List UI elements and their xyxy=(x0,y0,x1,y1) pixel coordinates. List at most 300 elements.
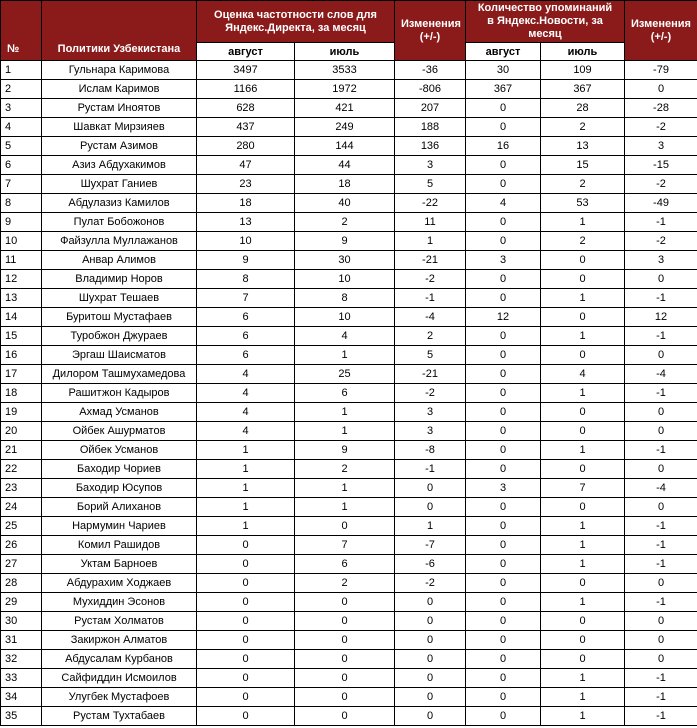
table-row xyxy=(1,555,697,574)
news-change: -1 xyxy=(625,536,697,555)
direct-change: 5 xyxy=(395,175,466,194)
row-number: 27 xyxy=(1,555,42,574)
direct-august: 0 xyxy=(197,669,295,688)
direct-july: 18 xyxy=(295,175,395,194)
table-row xyxy=(1,574,697,593)
table-row xyxy=(1,498,697,517)
direct-change: 0 xyxy=(395,650,466,669)
header-august: август xyxy=(197,43,295,61)
news-august: 0 xyxy=(466,555,541,574)
direct-august: 0 xyxy=(197,536,295,555)
direct-change: 207 xyxy=(395,99,466,118)
news-july: 1 xyxy=(541,213,625,232)
news-august: 0 xyxy=(466,289,541,308)
direct-august: 8 xyxy=(197,270,295,289)
direct-change: -2 xyxy=(395,574,466,593)
news-change: -1 xyxy=(625,555,697,574)
direct-august: 6 xyxy=(197,308,295,327)
politician-name: Баходир Юсупов xyxy=(42,479,197,498)
direct-july: 1972 xyxy=(295,80,395,99)
politician-name: Дилором Ташмухамедова xyxy=(42,365,197,384)
row-number: 6 xyxy=(1,156,42,175)
direct-august: 0 xyxy=(197,631,295,650)
news-august: 0 xyxy=(466,441,541,460)
table-row xyxy=(1,213,697,232)
news-july: 1 xyxy=(541,669,625,688)
row-number: 1 xyxy=(1,61,42,80)
politician-name: Буритош Мустафаев xyxy=(42,308,197,327)
direct-august: 628 xyxy=(197,99,295,118)
table-row xyxy=(1,384,697,403)
direct-change: 3 xyxy=(395,156,466,175)
politician-name: Улугбек Мустафоев xyxy=(42,688,197,707)
table-row xyxy=(1,441,697,460)
row-number: 20 xyxy=(1,422,42,441)
table-row xyxy=(1,612,697,631)
news-change: -4 xyxy=(625,479,697,498)
news-august: 0 xyxy=(466,517,541,536)
row-number: 19 xyxy=(1,403,42,422)
news-july: 13 xyxy=(541,137,625,156)
direct-change: -2 xyxy=(395,384,466,403)
news-july: 2 xyxy=(541,118,625,137)
news-change: 3 xyxy=(625,137,697,156)
news-july: 109 xyxy=(541,61,625,80)
politician-name: Баходир Чориев xyxy=(42,460,197,479)
table-row xyxy=(1,479,697,498)
direct-change: -2 xyxy=(395,270,466,289)
table-row xyxy=(1,80,697,99)
row-number: 17 xyxy=(1,365,42,384)
direct-change: 0 xyxy=(395,612,466,631)
news-august: 367 xyxy=(466,80,541,99)
direct-july: 10 xyxy=(295,270,395,289)
direct-july: 25 xyxy=(295,365,395,384)
direct-august: 9 xyxy=(197,251,295,270)
news-august: 0 xyxy=(466,232,541,251)
direct-change: 0 xyxy=(395,669,466,688)
direct-change: -36 xyxy=(395,61,466,80)
row-number: 25 xyxy=(1,517,42,536)
table-row xyxy=(1,156,697,175)
direct-july: 30 xyxy=(295,251,395,270)
row-number: 26 xyxy=(1,536,42,555)
news-change: -1 xyxy=(625,441,697,460)
news-august: 0 xyxy=(466,460,541,479)
politician-name: Ахмад Усманов xyxy=(42,403,197,422)
news-august: 0 xyxy=(466,346,541,365)
direct-change: -22 xyxy=(395,194,466,213)
table-row xyxy=(1,175,697,194)
table-row xyxy=(1,99,697,118)
row-number: 35 xyxy=(1,707,42,726)
direct-august: 7 xyxy=(197,289,295,308)
news-july: 0 xyxy=(541,422,625,441)
news-august: 3 xyxy=(466,479,541,498)
news-july: 1 xyxy=(541,707,625,726)
news-change: -1 xyxy=(625,289,697,308)
news-july: 0 xyxy=(541,631,625,650)
direct-august: 18 xyxy=(197,194,295,213)
row-number: 30 xyxy=(1,612,42,631)
politician-name: Азиз Абдухакимов xyxy=(42,156,197,175)
table-row xyxy=(1,251,697,270)
direct-july: 1 xyxy=(295,422,395,441)
direct-change: 11 xyxy=(395,213,466,232)
direct-july: 0 xyxy=(295,707,395,726)
news-change: 0 xyxy=(625,650,697,669)
news-august: 0 xyxy=(466,593,541,612)
direct-july: 144 xyxy=(295,137,395,156)
direct-july: 9 xyxy=(295,232,395,251)
direct-july: 2 xyxy=(295,574,395,593)
direct-change: 136 xyxy=(395,137,466,156)
news-august: 0 xyxy=(466,669,541,688)
direct-july: 1 xyxy=(295,479,395,498)
table-row xyxy=(1,460,697,479)
header-change-2: Изменения (+/-) xyxy=(625,1,697,61)
news-august: 0 xyxy=(466,498,541,517)
news-change: -1 xyxy=(625,593,697,612)
row-number: 34 xyxy=(1,688,42,707)
news-july: 7 xyxy=(541,479,625,498)
direct-july: 4 xyxy=(295,327,395,346)
direct-july: 44 xyxy=(295,156,395,175)
news-august: 0 xyxy=(466,403,541,422)
row-number: 7 xyxy=(1,175,42,194)
direct-august: 1 xyxy=(197,517,295,536)
news-july: 2 xyxy=(541,175,625,194)
header-july-2: июль xyxy=(541,43,625,61)
direct-august: 1 xyxy=(197,460,295,479)
politician-name: Уктам Барноев xyxy=(42,555,197,574)
direct-july: 249 xyxy=(295,118,395,137)
direct-august: 4 xyxy=(197,403,295,422)
table-row xyxy=(1,707,697,726)
news-august: 0 xyxy=(466,536,541,555)
news-july: 1 xyxy=(541,441,625,460)
news-july: 15 xyxy=(541,156,625,175)
direct-change: -4 xyxy=(395,308,466,327)
news-august: 16 xyxy=(466,137,541,156)
direct-august: 0 xyxy=(197,555,295,574)
direct-july: 1 xyxy=(295,403,395,422)
direct-august: 13 xyxy=(197,213,295,232)
table-row xyxy=(1,308,697,327)
direct-august: 0 xyxy=(197,650,295,669)
news-august: 0 xyxy=(466,118,541,137)
news-july: 1 xyxy=(541,289,625,308)
news-change: 3 xyxy=(625,251,697,270)
header-politician: Политики Узбекистана xyxy=(42,1,197,61)
row-number: 11 xyxy=(1,251,42,270)
news-july: 0 xyxy=(541,270,625,289)
news-change: -79 xyxy=(625,61,697,80)
news-july: 2 xyxy=(541,232,625,251)
direct-july: 0 xyxy=(295,612,395,631)
news-july: 1 xyxy=(541,517,625,536)
table-row xyxy=(1,517,697,536)
direct-change: -1 xyxy=(395,460,466,479)
row-number: 4 xyxy=(1,118,42,137)
header-num: № xyxy=(1,1,42,61)
table-row xyxy=(1,631,697,650)
direct-change: 1 xyxy=(395,517,466,536)
news-august: 0 xyxy=(466,327,541,346)
direct-change: 0 xyxy=(395,498,466,517)
direct-august: 4 xyxy=(197,384,295,403)
news-august: 3 xyxy=(466,251,541,270)
direct-change: -21 xyxy=(395,251,466,270)
row-number: 18 xyxy=(1,384,42,403)
news-july: 1 xyxy=(541,327,625,346)
row-number: 33 xyxy=(1,669,42,688)
politician-name: Нармумин Чариев xyxy=(42,517,197,536)
direct-change: 5 xyxy=(395,346,466,365)
direct-august: 0 xyxy=(197,574,295,593)
news-july: 1 xyxy=(541,536,625,555)
news-july: 28 xyxy=(541,99,625,118)
politician-name: Шухрат Тешаев xyxy=(42,289,197,308)
news-july: 0 xyxy=(541,403,625,422)
news-change: -1 xyxy=(625,517,697,536)
politician-name: Эргаш Шаисматов xyxy=(42,346,197,365)
direct-august: 6 xyxy=(197,346,295,365)
direct-august: 6 xyxy=(197,327,295,346)
news-change: -49 xyxy=(625,194,697,213)
direct-july: 1 xyxy=(295,498,395,517)
news-change: 0 xyxy=(625,80,697,99)
news-change: -2 xyxy=(625,118,697,137)
direct-august: 1 xyxy=(197,498,295,517)
direct-july: 0 xyxy=(295,650,395,669)
politician-name: Сайфиддин Исмоилов xyxy=(42,669,197,688)
table-row xyxy=(1,232,697,251)
row-number: 22 xyxy=(1,460,42,479)
direct-change: -21 xyxy=(395,365,466,384)
news-august: 0 xyxy=(466,384,541,403)
news-change: -15 xyxy=(625,156,697,175)
direct-august: 10 xyxy=(197,232,295,251)
news-august: 0 xyxy=(466,213,541,232)
news-change: 0 xyxy=(625,631,697,650)
direct-august: 1166 xyxy=(197,80,295,99)
row-number: 15 xyxy=(1,327,42,346)
row-number: 14 xyxy=(1,308,42,327)
politician-name: Борий Алиханов xyxy=(42,498,197,517)
news-change: -1 xyxy=(625,384,697,403)
row-number: 16 xyxy=(1,346,42,365)
row-number: 13 xyxy=(1,289,42,308)
politician-name: Абдулазиз Камилов xyxy=(42,194,197,213)
direct-july: 9 xyxy=(295,441,395,460)
direct-august: 4 xyxy=(197,365,295,384)
politician-name: Ислам Каримов xyxy=(42,80,197,99)
direct-august: 0 xyxy=(197,593,295,612)
table-row xyxy=(1,422,697,441)
politician-name: Рустам Азимов xyxy=(42,137,197,156)
table-row xyxy=(1,327,697,346)
news-change: -1 xyxy=(625,327,697,346)
news-august: 30 xyxy=(466,61,541,80)
news-change: -1 xyxy=(625,213,697,232)
direct-july: 0 xyxy=(295,517,395,536)
direct-august: 0 xyxy=(197,688,295,707)
news-august: 0 xyxy=(466,422,541,441)
header-august-2: август xyxy=(466,43,541,61)
direct-july: 7 xyxy=(295,536,395,555)
news-july: 367 xyxy=(541,80,625,99)
direct-july: 40 xyxy=(295,194,395,213)
news-july: 1 xyxy=(541,384,625,403)
direct-change: -1 xyxy=(395,289,466,308)
news-change: -1 xyxy=(625,669,697,688)
direct-july: 0 xyxy=(295,631,395,650)
direct-change: 3 xyxy=(395,403,466,422)
news-july: 0 xyxy=(541,346,625,365)
direct-august: 23 xyxy=(197,175,295,194)
direct-change: 0 xyxy=(395,479,466,498)
table-row xyxy=(1,194,697,213)
direct-july: 0 xyxy=(295,593,395,612)
news-august: 0 xyxy=(466,631,541,650)
table-row xyxy=(1,289,697,308)
row-number: 24 xyxy=(1,498,42,517)
news-july: 0 xyxy=(541,460,625,479)
direct-august: 4 xyxy=(197,422,295,441)
table-row xyxy=(1,365,697,384)
politician-name: Рашитжон Кадыров xyxy=(42,384,197,403)
news-july: 53 xyxy=(541,194,625,213)
direct-change: 2 xyxy=(395,327,466,346)
direct-august: 1 xyxy=(197,479,295,498)
direct-change: -7 xyxy=(395,536,466,555)
news-change: -2 xyxy=(625,175,697,194)
table-row xyxy=(1,593,697,612)
news-change: 0 xyxy=(625,498,697,517)
direct-august: 0 xyxy=(197,612,295,631)
direct-august: 3497 xyxy=(197,61,295,80)
news-august: 12 xyxy=(466,308,541,327)
direct-change: 188 xyxy=(395,118,466,137)
news-change: 0 xyxy=(625,460,697,479)
direct-change: -6 xyxy=(395,555,466,574)
row-number: 28 xyxy=(1,574,42,593)
news-change: 0 xyxy=(625,422,697,441)
politician-name: Ойбек Ашурматов xyxy=(42,422,197,441)
row-number: 12 xyxy=(1,270,42,289)
row-number: 21 xyxy=(1,441,42,460)
direct-change: -806 xyxy=(395,80,466,99)
table-row xyxy=(1,669,697,688)
news-august: 0 xyxy=(466,688,541,707)
news-august: 0 xyxy=(466,270,541,289)
politician-name: Рустам Холматов xyxy=(42,612,197,631)
direct-july: 3533 xyxy=(295,61,395,80)
row-number: 32 xyxy=(1,650,42,669)
news-august: 4 xyxy=(466,194,541,213)
row-number: 8 xyxy=(1,194,42,213)
direct-change: 1 xyxy=(395,232,466,251)
politician-name: Абдусалам Курбанов xyxy=(42,650,197,669)
direct-july: 10 xyxy=(295,308,395,327)
table-body xyxy=(1,61,697,726)
table-row xyxy=(1,688,697,707)
politician-name: Рустам Иноятов xyxy=(42,99,197,118)
politician-name: Пулат Бобожонов xyxy=(42,213,197,232)
row-number: 23 xyxy=(1,479,42,498)
table-row xyxy=(1,650,697,669)
politician-name: Анвар Алимов xyxy=(42,251,197,270)
row-number: 2 xyxy=(1,80,42,99)
news-august: 0 xyxy=(466,365,541,384)
news-august: 0 xyxy=(466,612,541,631)
direct-july: 0 xyxy=(295,669,395,688)
row-number: 31 xyxy=(1,631,42,650)
politician-name: Мухиддин Эсонов xyxy=(42,593,197,612)
direct-july: 1 xyxy=(295,346,395,365)
table-row xyxy=(1,270,697,289)
news-july: 0 xyxy=(541,574,625,593)
news-july: 1 xyxy=(541,593,625,612)
row-number: 9 xyxy=(1,213,42,232)
direct-july: 8 xyxy=(295,289,395,308)
news-august: 0 xyxy=(466,156,541,175)
direct-change: 0 xyxy=(395,688,466,707)
direct-change: -8 xyxy=(395,441,466,460)
news-july: 0 xyxy=(541,650,625,669)
politician-name: Закиржон Алматов xyxy=(42,631,197,650)
politician-name: Шавкат Мирзияев xyxy=(42,118,197,137)
news-change: 0 xyxy=(625,574,697,593)
news-change: 0 xyxy=(625,403,697,422)
table-row xyxy=(1,346,697,365)
news-change: -2 xyxy=(625,232,697,251)
politician-name: Туробжон Джураев xyxy=(42,327,197,346)
table-row xyxy=(1,536,697,555)
header-yandex-news: Количество упоминаний в Яндекс.Новости, за месяц xyxy=(466,1,625,43)
politician-name: Шухрат Ганиев xyxy=(42,175,197,194)
politician-name: Комил Рашидов xyxy=(42,536,197,555)
header-july: июль xyxy=(295,43,395,61)
table-row xyxy=(1,137,697,156)
news-july: 0 xyxy=(541,308,625,327)
direct-july: 0 xyxy=(295,688,395,707)
direct-august: 0 xyxy=(197,707,295,726)
news-change: 0 xyxy=(625,270,697,289)
news-july: 1 xyxy=(541,555,625,574)
row-number: 29 xyxy=(1,593,42,612)
direct-july: 6 xyxy=(295,555,395,574)
news-change: 0 xyxy=(625,346,697,365)
direct-august: 47 xyxy=(197,156,295,175)
row-number: 10 xyxy=(1,232,42,251)
news-change: 12 xyxy=(625,308,697,327)
table-row xyxy=(1,61,697,80)
politician-name: Файзулла Муллажанов xyxy=(42,232,197,251)
news-august: 0 xyxy=(466,574,541,593)
politician-name: Ойбек Усманов xyxy=(42,441,197,460)
row-number: 3 xyxy=(1,99,42,118)
news-july: 0 xyxy=(541,612,625,631)
direct-august: 280 xyxy=(197,137,295,156)
direct-july: 2 xyxy=(295,460,395,479)
news-august: 0 xyxy=(466,650,541,669)
direct-change: 3 xyxy=(395,422,466,441)
table-row xyxy=(1,118,697,137)
news-july: 4 xyxy=(541,365,625,384)
politician-name: Гульнара Каримова xyxy=(42,61,197,80)
